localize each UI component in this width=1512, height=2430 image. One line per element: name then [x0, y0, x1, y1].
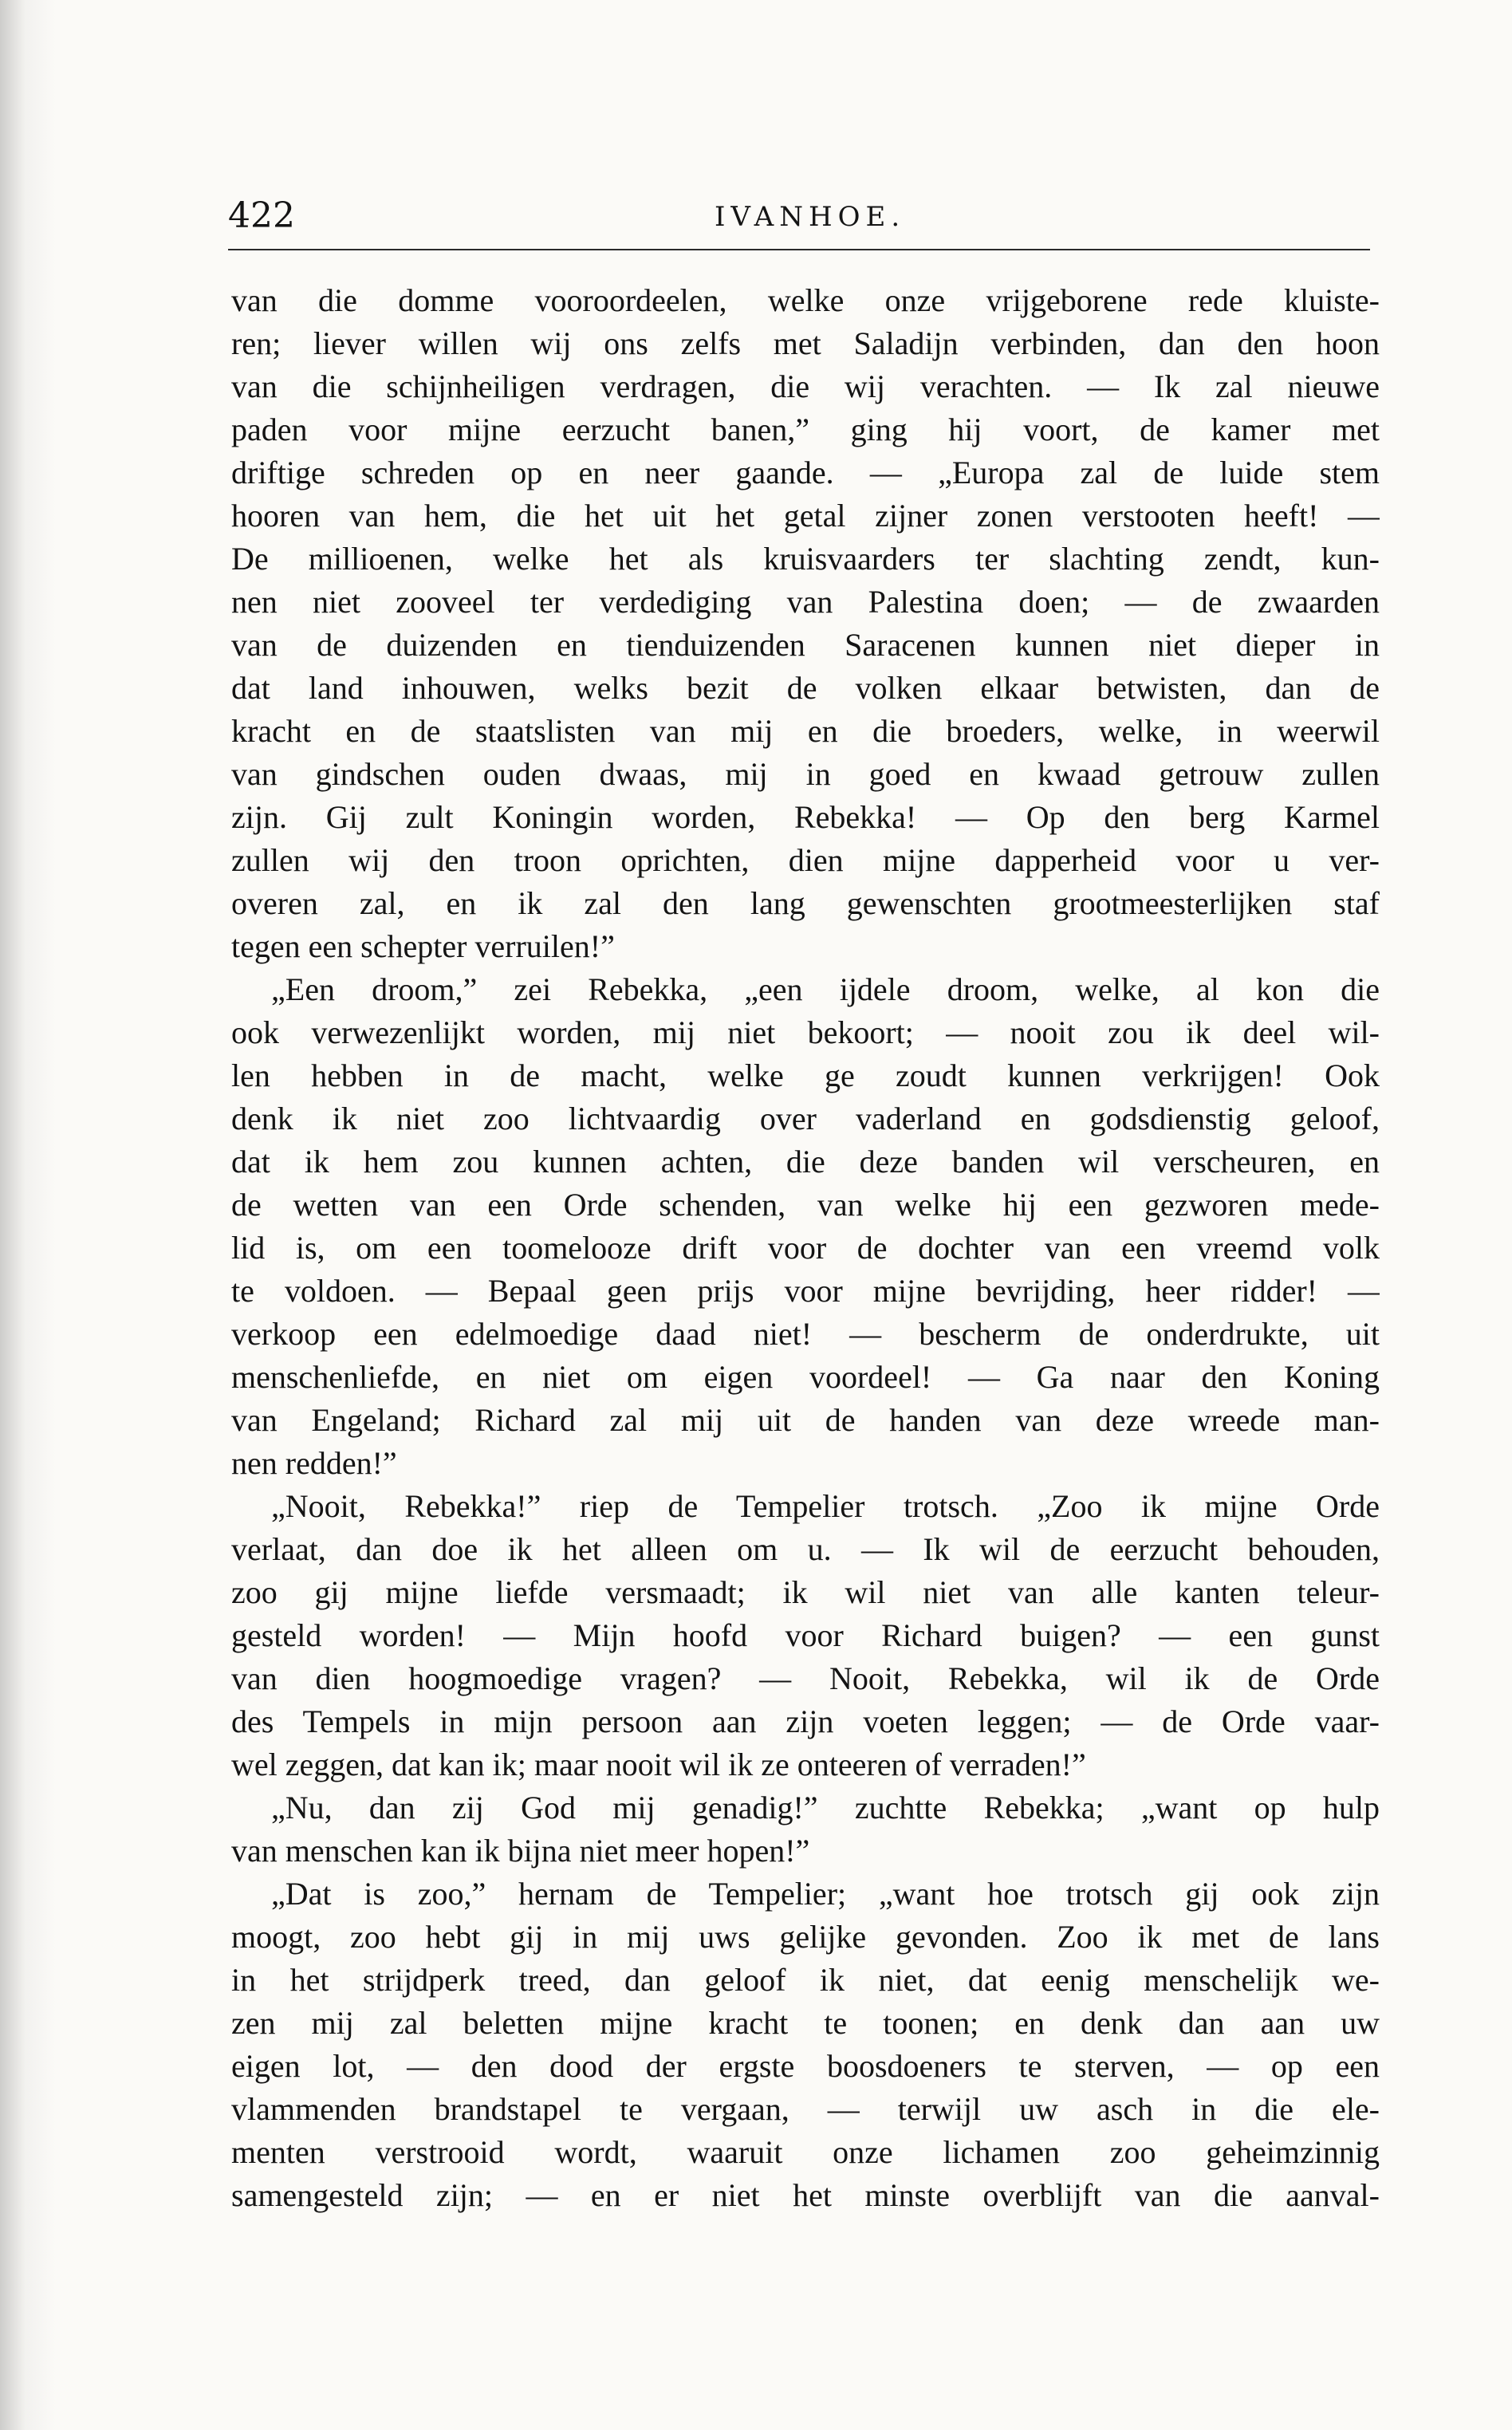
text-line: zoo gij mijne liefde versmaadt; ik wil niet van alle kanten teleur- [231, 1574, 1380, 1610]
text-line: van dien hoogmoedige vragen? — Nooit, Rebekka, wil ik de Orde [231, 1660, 1380, 1696]
text-line: verlaat, dan doe ik het alleen om u. — Ik wil de eerzucht behouden, [231, 1531, 1380, 1567]
text-line: paden voor mijne eerzucht banen,” ging hij voort, de kamer met [231, 412, 1380, 447]
text-line: lid is, om een toomelooze drift voor de dochter van een vreemd volk [231, 1230, 1380, 1266]
text-line: moogt, zoo hebt gij in mij uws gelijke gevonden. Zoo ik met de lans [231, 1919, 1380, 1955]
page-number: 422 [228, 195, 295, 236]
text-line: overen zal, en ik zal den lang gewenschten grootmeesterlijken staf [231, 885, 1380, 921]
text-line: van die schijnheiligen verdragen, die wij verachten. — Ik zal nieuwe [231, 368, 1380, 404]
text-line: vlammenden brandstapel te vergaan, — terwijl uw asch in die ele- [231, 2091, 1380, 2127]
text-line: van menschen kan ik bijna niet meer hopen!” [231, 1833, 810, 1869]
text-line: zullen wij den troon oprichten, dien mijne dapperheid voor u ver- [231, 842, 1380, 878]
text-line: nen niet zooveel ter verdediging van Palestina doen; — de zwaarden [231, 584, 1380, 620]
scan-shadow-edge [0, 0, 56, 2430]
text-line: eigen lot, — den dood der ergste boosdoeners te sterven, — op een [231, 2048, 1380, 2084]
text-line: denk ik niet zoo lichtvaardig over vaderland en godsdienstig geloof, [231, 1101, 1380, 1136]
text-line: „Nu, dan zij God mij genadig!” zuchtte Rebekka; „want op hulp [271, 1790, 1380, 1825]
text-line: menschenliefde, en niet om eigen voordeel! — Ga naar den Koning [231, 1359, 1380, 1395]
text-line: ook verwezenlijkt worden, mij niet bekoort; — nooit zou ik deel wil- [231, 1014, 1380, 1050]
body-text [231, 279, 1380, 2217]
page-header [228, 185, 1368, 249]
text-line: „Dat is zoo,” hernam de Tempelier; „want hoe trotsch gij ook zijn [271, 1876, 1380, 1912]
text-line: samengesteld zijn; — en er niet het minste overblijft van die aanval- [231, 2177, 1380, 2213]
text-line: van de duizenden en tienduizenden Saracenen kunnen niet dieper in [231, 627, 1380, 663]
header-rule [228, 249, 1370, 250]
text-line: kracht en de staatslisten van mij en die broeders, welke, in weerwil [231, 713, 1380, 749]
text-line: zen mij zal beletten mijne kracht te toonen; en denk dan aan uw [231, 2005, 1380, 2041]
text-line: hooren van hem, die het uit het getal zijner zonen verstooten heeft! — [231, 498, 1380, 534]
text-line: dat land inhouwen, welks bezit de volken elkaar betwisten, dan de [231, 670, 1380, 706]
text-line: tegen een schepter verruilen!” [231, 928, 615, 964]
running-title: IVANHOE. [715, 201, 906, 233]
text-line: gesteld worden! — Mijn hoofd voor Richard buigen? — een gunst [231, 1617, 1380, 1653]
text-line: in het strijdperk treed, dan geloof ik niet, dat eenig menschelijk we- [231, 1962, 1380, 1998]
text-line: „Een droom,” zei Rebekka, „een ijdele droom, welke, al kon die [271, 971, 1380, 1007]
text-line: De millioenen, welke het als kruisvaarders ter slachting zendt, kun- [231, 541, 1380, 577]
text-line: ren; liever willen wij ons zelfs met Saladijn verbinden, dan den hoon [231, 325, 1380, 361]
text-line: verkoop een edelmoedige daad niet! — bescherm de onderdrukte, uit [231, 1316, 1380, 1352]
text-line: van gindschen ouden dwaas, mij in goed en kwaad getrouw zullen [231, 756, 1380, 792]
text-line: de wetten van een Orde schenden, van welke hij een gezworen mede- [231, 1187, 1380, 1223]
text-line: des Tempels in mijn persoon aan zijn voeten leggen; — de Orde vaar- [231, 1703, 1380, 1739]
text-line: len hebben in de macht, welke ge zoudt kunnen verkrijgen! Ook [231, 1057, 1380, 1093]
text-line: van die domme vooroordeelen, welke onze vrijgeborene rede kluiste- [231, 282, 1380, 318]
text-line: „Nooit, Rebekka!” riep de Tempelier trotsch. „Zoo ik mijne Orde [271, 1488, 1380, 1524]
text-line: menten verstrooid wordt, waaruit onze lichamen zoo geheimzinnig [231, 2134, 1380, 2170]
text-line: te voldoen. — Bepaal geen prijs voor mijne bevrijding, heer ridder! — [231, 1273, 1380, 1309]
text-line: nen redden!” [231, 1445, 397, 1481]
text-line: driftige schreden op en neer gaande. — „Europa zal de luide stem [231, 455, 1380, 490]
text-line: zijn. Gij zult Koningin worden, Rebekka! — Op den berg Karmel [231, 799, 1380, 835]
text-line: dat ik hem zou kunnen achten, die deze banden wil verscheuren, en [231, 1144, 1380, 1180]
text-line: van Engeland; Richard zal mij uit de handen van deze wreede man- [231, 1402, 1380, 1438]
text-line: wel zeggen, dat kan ik; maar nooit wil ik ze onteeren of verraden!” [231, 1747, 1086, 1782]
